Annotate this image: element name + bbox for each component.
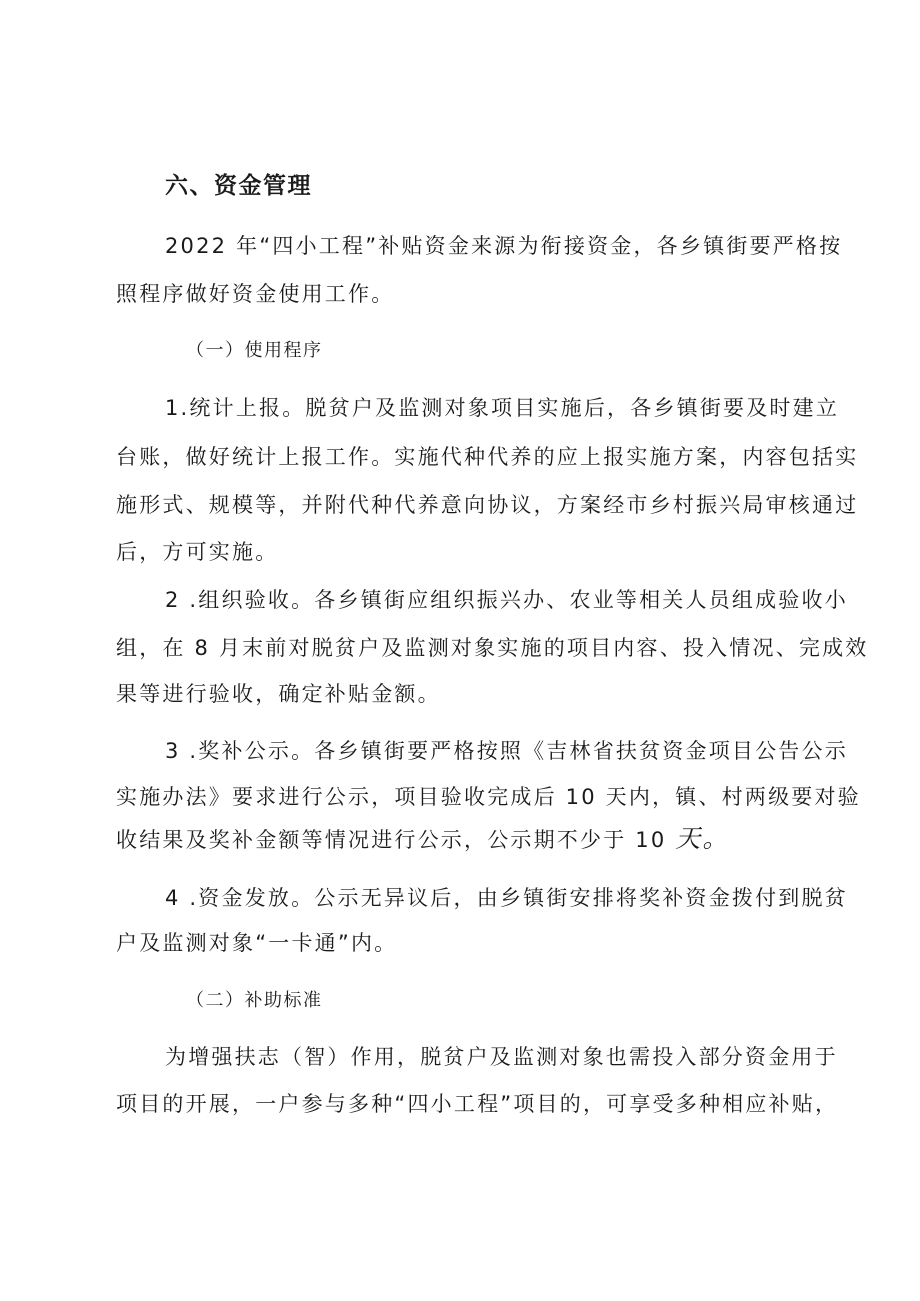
item3-line-3-tail: 天。 (675, 824, 730, 853)
subsection-title-standard: （二）补助标准 (186, 990, 323, 1011)
item4-line-2: 户及监测对象“一卡通”内。 (116, 931, 398, 955)
section-heading: 六、资金管理 (165, 173, 312, 199)
item1-line-1: 1.统计上报。脱贫户及监测对象项目实施后，各乡镇街要及时建立 (165, 396, 840, 420)
item3-line-3-text: 收结果及奖补金额等情况进行公示，公示期不少于 10 (116, 828, 676, 852)
item3-line-3 (116, 824, 730, 855)
intro-line-2: 照程序做好资金使用工作。 (116, 282, 395, 306)
item1-line-4: 后，方可实施。 (116, 540, 279, 564)
para-line-2: 项目的开展，一户参与多种“四小工程”项目的，可享受多种相应补贴， (116, 1092, 839, 1116)
item1-line-3: 施形式、规模等，并附代种代养意向协议，方案经市乡村振兴局审核通过 (116, 493, 859, 517)
item4-line-1: 4 .资金发放。公示无异议后，由乡镇街安排将奖补资金拨付到脱贫 (165, 886, 848, 910)
item2-line-2: 组，在 8 月末前对脱贫户及监测对象实施的项目内容、投入情况、完成效 (116, 636, 869, 660)
item2-line-3: 果等进行验收，确定补贴金额。 (116, 682, 441, 706)
intro-line-1: 2022 年“四小工程”补贴资金来源为衔接资金，各乡镇街要严格按 (165, 234, 843, 258)
item1-line-2: 台账，做好统计上报工作。实施代种代养的应上报实施方案，内容包括实 (116, 445, 859, 469)
item3-line-2: 实施办法》要求进行公示，项目验收完成后 10 天内，镇、村两级要对验 (116, 785, 861, 809)
item3-line-1: 3 .奖补公示。各乡镇街要严格按照《吉林省扶贫资金项目公告公示 (165, 739, 848, 763)
para-line-1: 为增强扶志（智）作用，脱贫户及监测对象也需投入部分资金用于 (165, 1045, 838, 1069)
subsection-title-procedure: （一）使用程序 (186, 340, 323, 361)
item2-line-1: 2 .组织验收。各乡镇街应组织振兴办、农业等相关人员组成验收小 (165, 588, 848, 612)
